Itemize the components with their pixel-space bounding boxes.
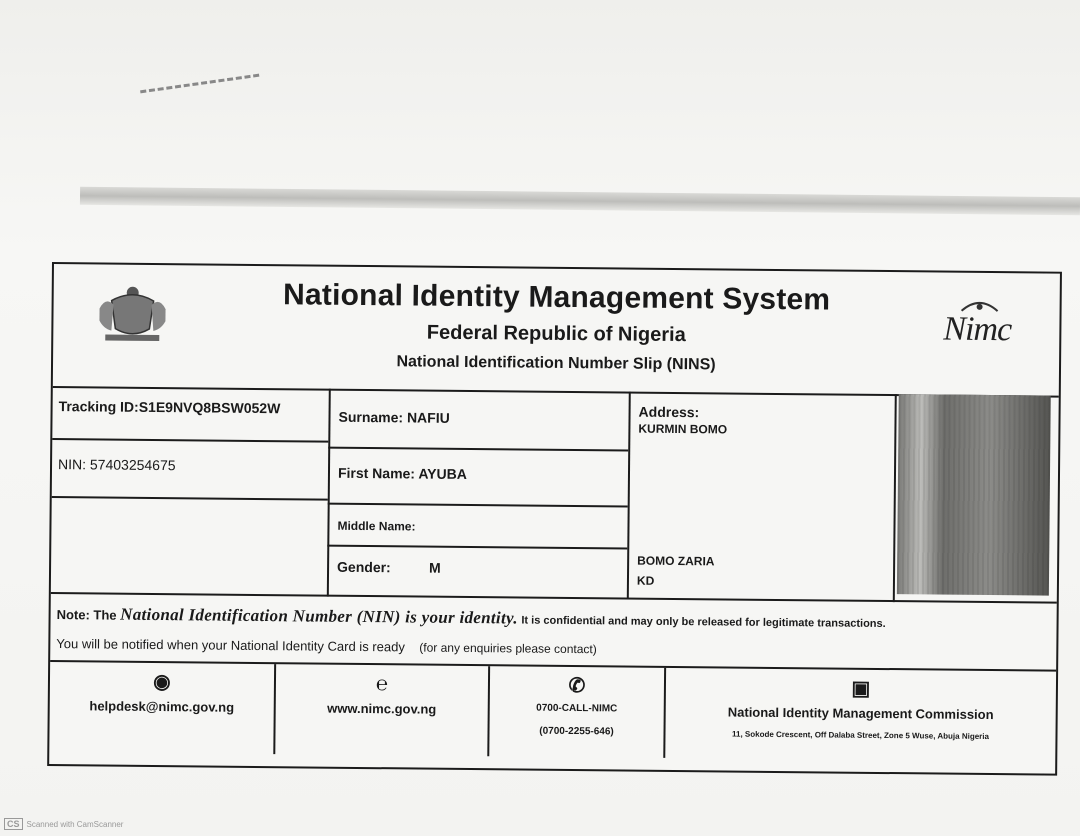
notify-text: You will be notified when your National Identity Card is ready — [56, 636, 405, 655]
page-title: National Identity Management System — [282, 278, 831, 317]
address-label: Address: — [638, 403, 700, 421]
address-line-2: BOMO ZARIA — [637, 553, 715, 569]
note-emphasis: National Identification Number (NIN) is your identity. — [120, 604, 518, 628]
scanner-badge: CS — [4, 818, 23, 830]
org-address: 11, Sokode Crescent, Off Dalaba Street, Zone 5 Wuse, Abuja Nigeria — [731, 729, 990, 742]
nimc-logo-text: Nimc — [943, 310, 1012, 349]
website-link[interactable]: www.nimc.gov.ng — [327, 700, 437, 717]
phone-icon: ✆ — [568, 674, 586, 698]
note-prefix: Note: The — [56, 607, 117, 623]
enquiries-text: (for any enquiries please contact) — [419, 640, 597, 657]
scanner-watermark — [4, 818, 123, 830]
phone-cell — [489, 666, 666, 758]
address-line-3: KD — [636, 573, 655, 588]
email-cell — [49, 662, 276, 754]
grid-divider — [52, 438, 328, 443]
tracking-id: Tracking ID:S1E9NVQ8BSW052W — [58, 398, 281, 417]
website-cell — [275, 664, 490, 756]
grid-divider — [327, 545, 627, 550]
page-subtitle: Federal Republic of Nigeria — [426, 321, 686, 347]
browser-icon: ℮ — [375, 673, 389, 696]
grid-divider — [52, 496, 328, 501]
gender-label: Gender: — [337, 558, 391, 576]
surname-field: Surname: NAFIU — [338, 408, 450, 426]
contact-footer — [49, 662, 1056, 772]
grid-divider — [328, 447, 628, 452]
org-name: National Identity Management Commission — [727, 704, 994, 723]
nimc-logo — [939, 293, 1020, 360]
phone-digits: (0700-2255-646) — [539, 725, 614, 738]
helpdesk-email[interactable]: helpdesk@nimc.gov.ng — [89, 698, 235, 715]
slip-title: National Identification Number Slip (NINS) — [396, 353, 716, 374]
nin-number: NIN: 57403254675 — [57, 456, 176, 474]
address-cell — [665, 668, 1056, 762]
details-grid — [51, 386, 1059, 606]
paper-fold-mark — [140, 74, 260, 98]
phone-number: 0700-CALL-NIMC — [536, 702, 618, 715]
building-icon: ▣ — [851, 677, 871, 700]
first-name-field: First Name: AYUBA — [337, 464, 467, 482]
slip-header — [53, 264, 1060, 398]
note-suffix: It is confidential and may only be released for legitimate transactions. — [521, 614, 886, 631]
middle-name-field: Middle Name: — [337, 518, 416, 534]
nin-slip — [47, 262, 1062, 776]
address-line-1: KURMIN BOMO — [638, 421, 728, 437]
scanner-text: Scanned with CamScanner — [26, 820, 124, 829]
gender-value: M — [429, 559, 441, 576]
passport-photo — [897, 394, 1051, 595]
paper-fold-crease — [80, 187, 1080, 215]
mail-icon: ◉ — [153, 670, 171, 694]
grid-divider — [328, 503, 628, 508]
